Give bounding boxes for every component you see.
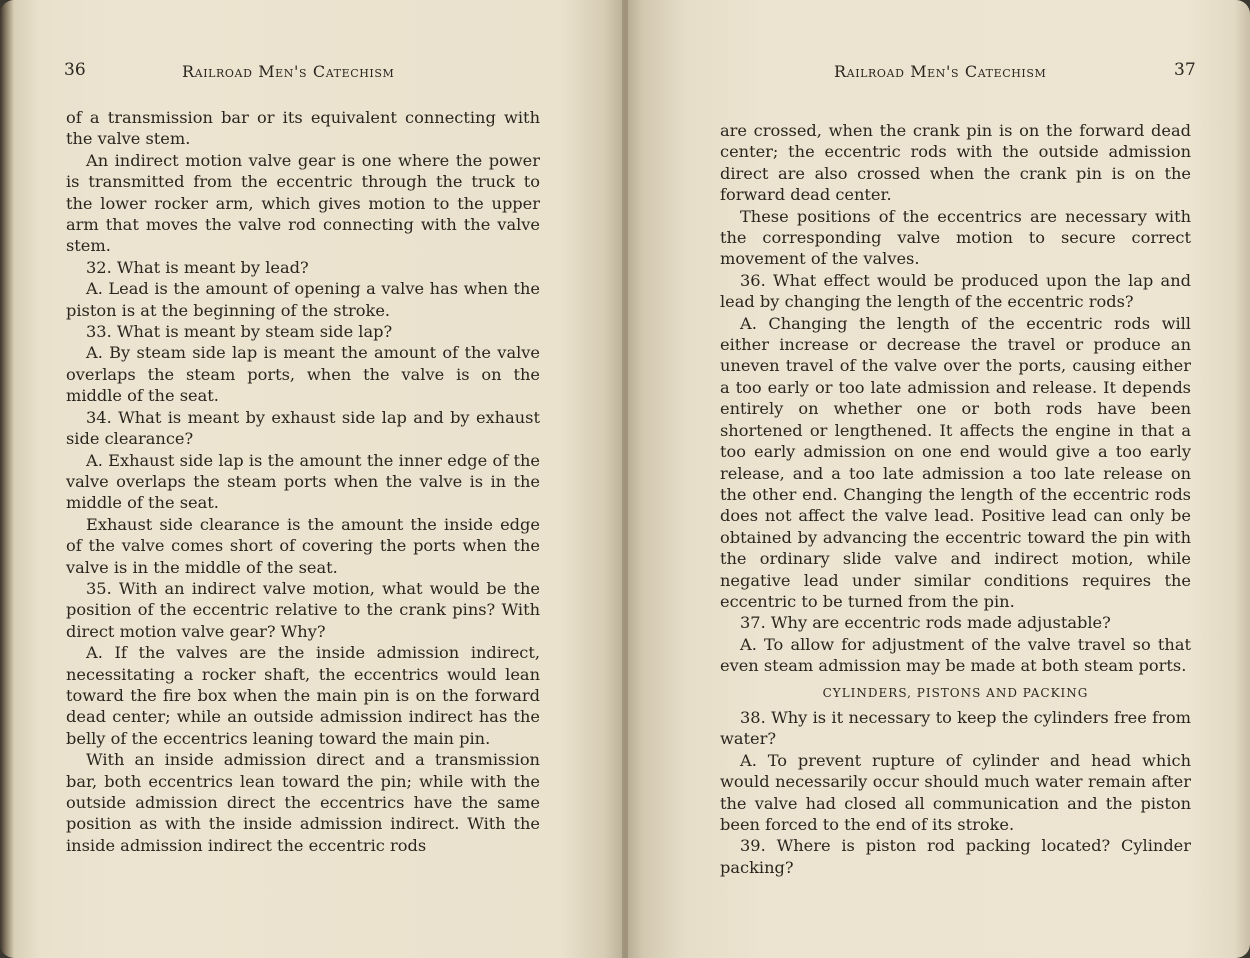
question: 35. With an indirect valve motion, what would be the position of the eccentric relative to the crank pins? With direct motion valve gear? Why? [66, 578, 540, 641]
question: 39. Where is piston rod packing located? Cylinder packing? [720, 836, 1191, 877]
question: 36. What effect would be produced upon the lap and lead by changing the length of the eccentric rods? [720, 270, 1191, 312]
right-page [625, 0, 1250, 958]
question: 32. What is meant by lead? [86, 257, 309, 277]
answer: A. Changing the length of the eccentric rods will either increase or decrease the travel or produce an uneven travel of the valve over the ports, causing either a too early or too late admission and release. It depends entirely on whether one or both rods have been shortened or lengthened. It affects the engine in that a too early admission on one end would give a too early release, and a too late admission a too late release on the other end. Changing the length of the eccentric rods does not affect the valve lead. Positive lead can only be obtained by advancing the eccentric toward the pin with the ordinary slide valve and indirect motion, while negative lead under similar conditions requires the eccentric to be turned from the pin. [720, 313, 1191, 611]
answer: A. By steam side lap is meant the amount of the valve overlaps the steam ports, when the valve is on the middle of the seat. [66, 343, 540, 406]
question: 33. What is meant by steam side lap? [86, 322, 393, 342]
answer: A. Exhaust side lap is the amount the inner edge of the valve overlaps the steam ports when the valve is in the middle of the seat. [66, 450, 540, 513]
paragraph: Exhaust side clearance is the amount the inside edge of the valve comes short of covering the ports when the valve is in the middle of the seat. [66, 514, 540, 577]
right-body-text [720, 120, 1191, 878]
left-body-text [66, 107, 540, 856]
answer: A. To allow for adjustment of the valve travel so that even steam admission may be made at both steam ports. [720, 634, 1191, 676]
running-head: Railroad Men's Catechism [834, 62, 1047, 81]
running-head: Railroad Men's Catechism [182, 62, 395, 81]
book-spine [622, 0, 628, 958]
answer: A. Lead is the amount of opening a valve has when the piston is at the beginning of the stroke. [66, 279, 540, 320]
answer: A. To prevent rupture of cylinder and head which would necessarily occur should much water remain after the valve had closed all communication and the piston been forced to the end of its stroke. [720, 750, 1191, 834]
paragraph: With an inside admission direct and a transmission bar, both eccentrics lean toward the pin; while with the outside admission direct the eccentrics have the same position as with the inside admission indirect. With the inside admission indirect the eccentric rods [66, 750, 540, 855]
answer: A. If the valves are the inside admission indirect, necessitating a rocker shaft, the eccentrics would lean toward the fire box when the main pin is on the forward dead center; while an outside admission indirect has the belly of the eccentrics leaning toward the main pin. [66, 643, 540, 748]
paragraph: of a transmission bar or its equivalent connecting with the valve stem. [66, 108, 540, 149]
question: 37. Why are eccentric rods made adjustable? [740, 613, 1111, 633]
page-number: 37 [1174, 60, 1196, 80]
question: 38. Why is it necessary to keep the cylinders free from water? [720, 707, 1191, 749]
section-heading: CYLINDERS, PISTONS AND PACKING [822, 685, 1089, 700]
question: 34. What is meant by exhaust side lap and by exhaust side clearance? [66, 407, 540, 449]
paragraph: These positions of the eccentrics are necessary with the corresponding valve motion to secure correct movement of the valves. [720, 206, 1191, 269]
paragraph: are crossed, when the crank pin is on the forward dead center; the eccentric rods with the outside admission direct are also crossed when the crank pin is on the forward dead center. [720, 121, 1191, 205]
paragraph: An indirect motion valve gear is one where the power is transmitted from the eccentric through the truck to the lower rocker arm, which gives motion to the upper arm that moves the valve rod connecting with the valve stem. [66, 150, 540, 256]
page-number: 36 [64, 60, 86, 80]
